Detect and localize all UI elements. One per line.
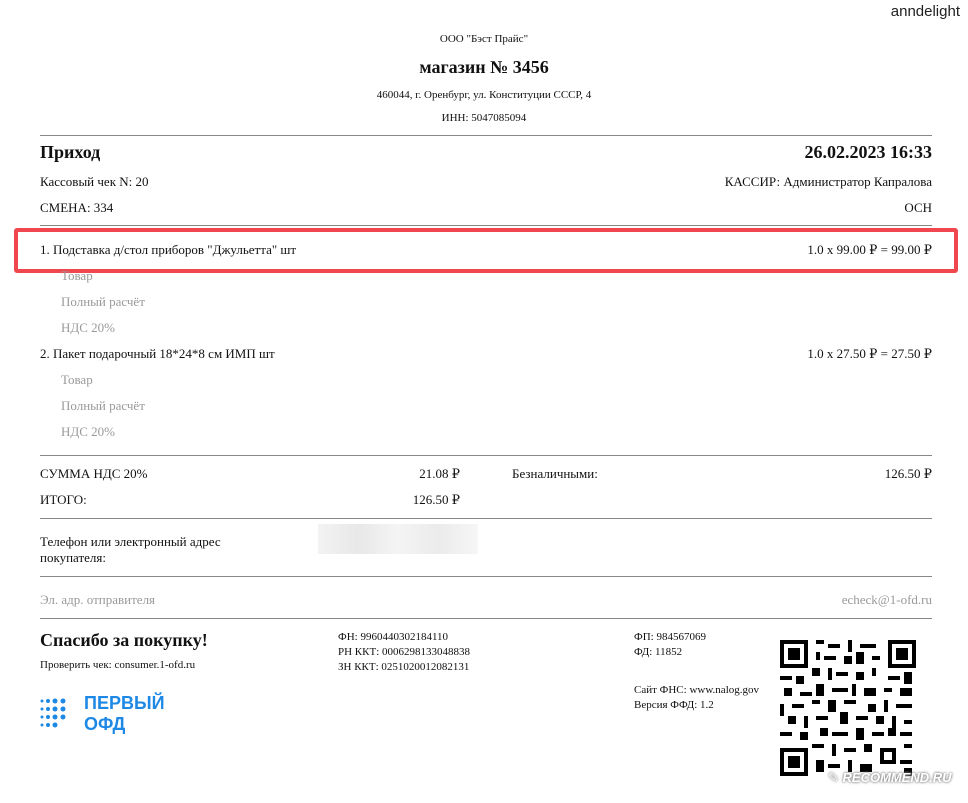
total-value: 126.50 ₽ [412,492,460,507]
buyer-label-line1: Телефон или электронный адрес [40,534,221,549]
cashless-label: Безналичными: [512,466,598,481]
tax-system: ОСН [904,200,932,215]
check-link: Проверить чек: consumer.1-ofd.ru [40,659,196,671]
buyer-label-line2: покупателя: [40,550,107,565]
fns-info [634,683,766,713]
fp: ФП: 984567069 [634,631,706,643]
divider [40,618,932,619]
sender-email: echeck@1-ofd.ru [841,592,932,607]
ofd-dots-icon [38,695,70,735]
vat-sum-label: СУММА НДС 20% [40,466,148,481]
divider [40,455,932,456]
recommend-watermark: ✎ RECOMMEND.RU [828,770,952,785]
item-vat: НДС 20% [61,320,116,335]
item-payment: Полный расчёт [61,294,145,309]
vat-sum-value: 21.08 ₽ [419,466,460,481]
ffd-version: Версия ФФД: 1.2 [634,699,714,711]
inn: ИНН: 5047085094 [441,112,527,124]
ofd-logo-line2: ОФД [84,714,126,734]
fiscal-doc [634,630,706,660]
item-price: 1.0 x 99.00 ₽ = 99.00 ₽ [807,242,932,257]
cashless-value: 126.50 ₽ [884,466,932,481]
item-kind: Товар [61,268,93,283]
item-kind: Товар [61,372,93,387]
total-label: ИТОГО: [40,492,87,507]
recommend-icon: ✎ [828,770,843,785]
receipt-datetime: 26.02.2023 16:33 [804,142,932,162]
zn-kkt: ЗН ККТ: 0251020012082131 [338,661,470,673]
buyer-label [40,534,221,566]
item-price: 1.0 x 27.50 ₽ = 27.50 ₽ [807,346,932,361]
fns-site: Сайт ФНС: www.nalog.gov [634,684,759,696]
rn-kkt: РН ККТ: 0006298133048838 [338,646,471,658]
item-name: 1. Подставка д/стол приборов "Джульетта" шт [40,242,297,257]
sender-label: Эл. адр. отправителя [40,592,156,607]
divider [40,225,932,226]
shift: СМЕНА: 334 [40,200,114,215]
cashier: КАССИР: Администратор Капралова [724,174,932,189]
fn: ФН: 9960440302184110 [338,631,449,643]
item-payment: Полный расчёт [61,398,145,413]
highlight-box [14,228,958,273]
ofd-logo-line1: ПЕРВЫЙ [84,693,165,713]
fiscal-numbers [338,630,470,675]
receipt-type: Приход [40,142,101,162]
qr-code [780,640,916,776]
divider [40,135,932,136]
divider [40,576,932,577]
store-name: магазин № 3456 [419,57,549,77]
buyer-contact-redacted [318,524,478,554]
watermark-username: anndelight [890,3,960,20]
thanks-message: Спасибо за покупку! [40,630,208,650]
divider [40,518,932,519]
fd: ФД: 11852 [634,646,683,658]
store-address: 460044, г. Оренбург, ул. Конституции СССР, 4 [376,89,592,101]
item-name: 2. Пакет подарочный 18*24*8 см ИМП шт [40,346,275,361]
item-vat: НДС 20% [61,424,116,439]
check-number: Кассовый чек N: 20 [40,174,149,189]
company-name: ООО "Бэст Прайс" [439,33,529,45]
